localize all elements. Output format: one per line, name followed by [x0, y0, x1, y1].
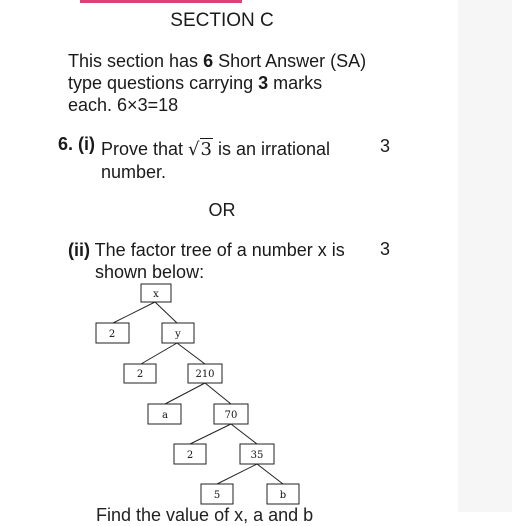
or-label: OR — [208, 200, 236, 220]
svg-text:a: a — [162, 410, 168, 421]
svg-text:y: y — [175, 329, 181, 340]
tree-node-l4-right — [240, 444, 274, 464]
svg-text:210: 210 — [195, 369, 215, 380]
tree-node-l1-right — [162, 323, 194, 343]
marks-part-ii: 3 — [380, 239, 391, 259]
tree-edge — [205, 383, 231, 404]
question-count: 6 — [203, 51, 214, 71]
tree-edge — [190, 424, 231, 444]
svg-text:35: 35 — [250, 450, 264, 461]
svg-text:2: 2 — [108, 329, 116, 340]
tree-node-l1-left — [96, 323, 129, 343]
tree-edge — [155, 302, 177, 323]
tree-node-l2-left — [124, 364, 156, 383]
marks-per-question: 3 — [258, 73, 269, 93]
tree-node-root — [141, 284, 171, 302]
marks-formula: 6×3=18 — [117, 95, 179, 115]
sqrt-radicand: 3 — [200, 139, 212, 160]
marks-part-i: 3 — [380, 136, 391, 156]
tree-node-l3-right — [214, 404, 248, 424]
svg-text:70: 70 — [224, 410, 238, 421]
question-part-i: Prove that √3 is an irrational number. — [101, 139, 331, 182]
tree-node-l4-left — [174, 444, 206, 464]
tree-edge — [257, 464, 283, 484]
section-title: SECTION C — [170, 10, 274, 31]
svg-text:b: b — [279, 490, 287, 501]
tree-edge — [165, 383, 205, 404]
svg-text:5: 5 — [213, 490, 221, 501]
question-part-ii: (ii) The factor tree of a number x is shown below: — [68, 240, 345, 282]
section-instructions: This section has 6 Short Answer (SA) type questions carrying 3 marks each. 6×3=18 — [68, 51, 367, 115]
tree-edge — [177, 343, 205, 364]
tree-node-l5-right — [267, 484, 299, 504]
question-number: 6. (i) — [58, 134, 96, 154]
tree-node-l5-left — [201, 484, 233, 504]
svg-text:2: 2 — [136, 369, 144, 380]
sqrt-symbol: √ — [188, 139, 200, 160]
tree-edge — [113, 302, 155, 323]
svg-text:2: 2 — [186, 450, 194, 461]
part-ii-number: (ii) — [68, 240, 90, 260]
tree-node-l3-left — [148, 404, 181, 424]
tree-edge — [141, 343, 177, 364]
tree-edge — [231, 424, 257, 444]
question-part-ii-continuation: Find the value of x, a and b — [96, 505, 314, 525]
svg-text:x: x — [153, 289, 159, 300]
tree-edge — [217, 464, 257, 484]
tree-node-l2-right — [188, 364, 222, 383]
